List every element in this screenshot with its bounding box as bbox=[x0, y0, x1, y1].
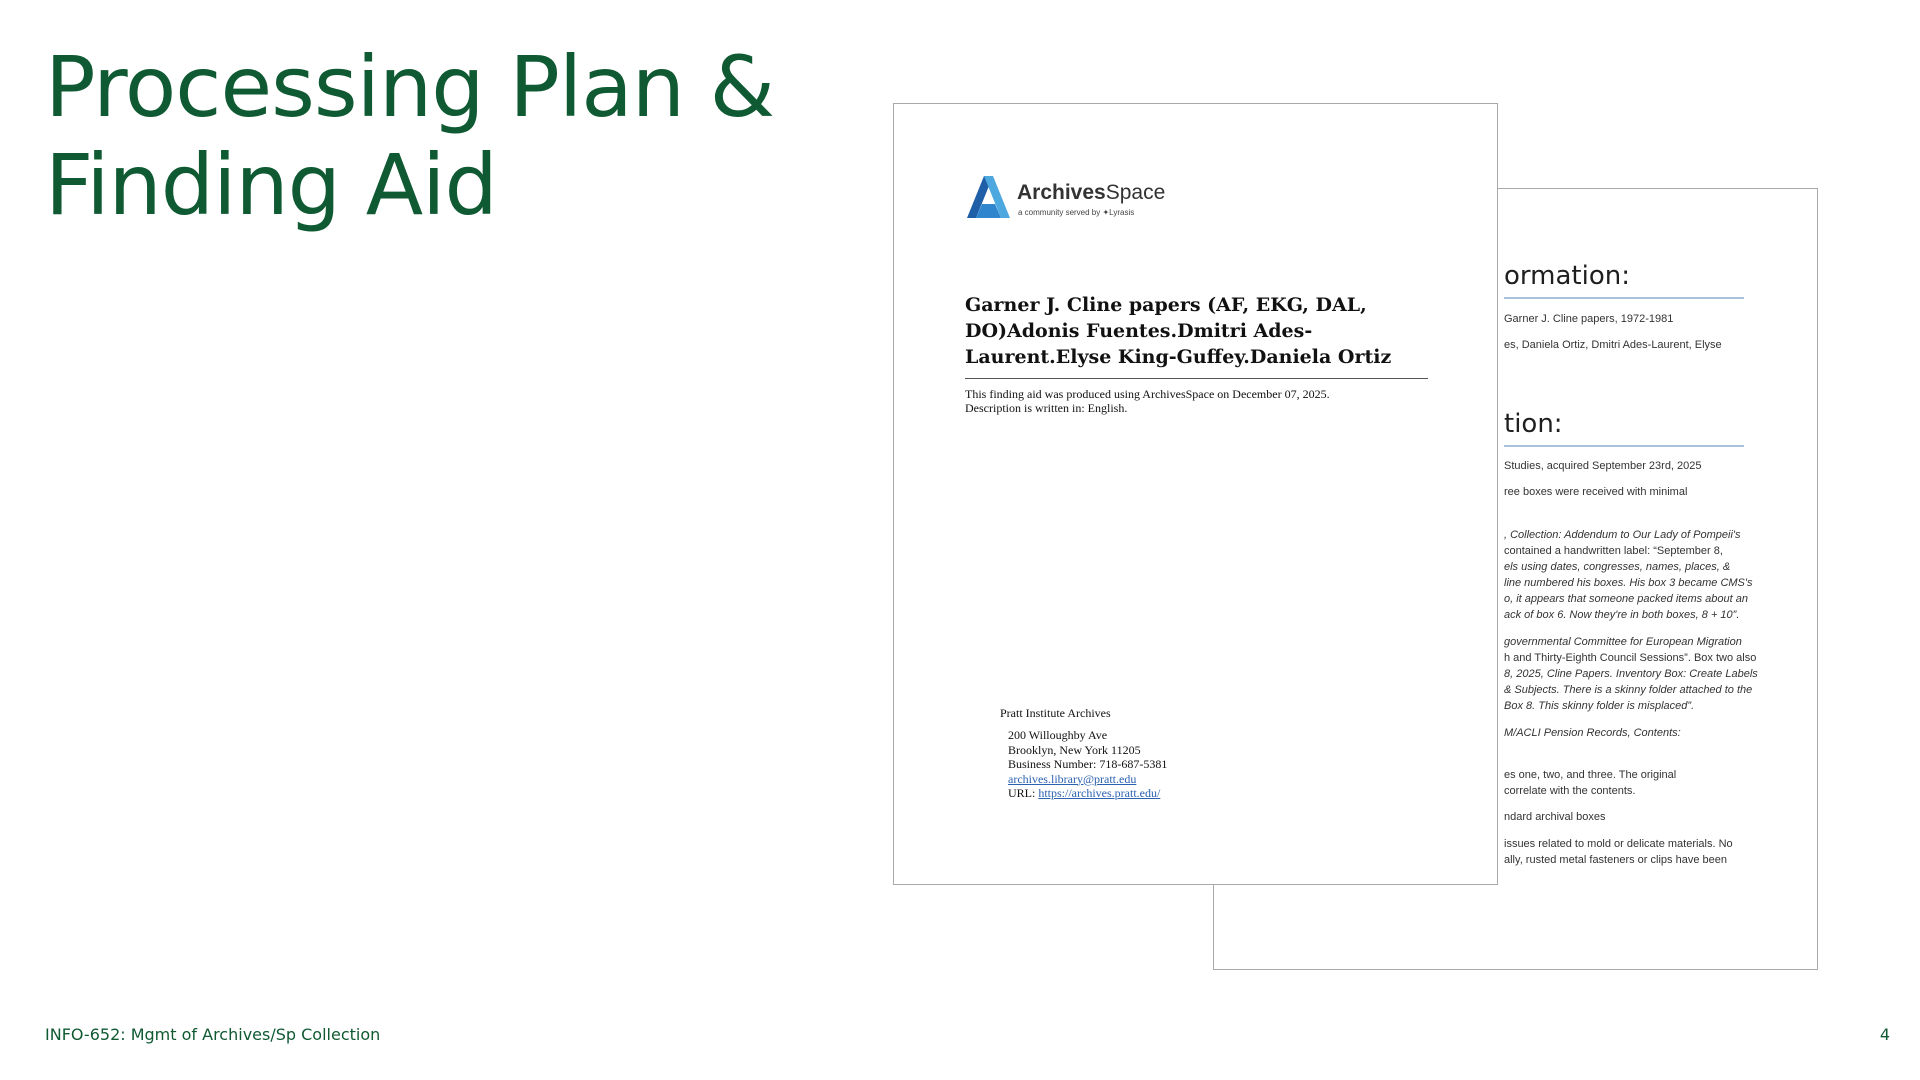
archivesspace-logo bbox=[965, 176, 1225, 226]
produced-note: This finding aid was produced using ArchivesSpace on December 07, 2025. Description is written in: English. bbox=[965, 387, 1330, 415]
logo-wordmark: ArchivesSpace bbox=[1017, 181, 1166, 204]
back-line: contained a handwritten label: “September 8, bbox=[1504, 545, 1723, 557]
back-line: es one, two, and three. The original bbox=[1504, 769, 1677, 781]
back-line: Studies, acquired September 23rd, 2025 bbox=[1504, 460, 1702, 472]
page-number: 4 bbox=[1879, 1025, 1890, 1044]
address-street: 200 Willoughby Ave bbox=[1008, 728, 1108, 742]
institution-name: Pratt Institute Archives bbox=[1000, 706, 1111, 720]
back-line: Box 8. This skinny folder is misplaced”. bbox=[1504, 700, 1695, 712]
url-link[interactable]: https://archives.pratt.edu/ bbox=[1038, 786, 1161, 800]
back-line: issues related to mold or delicate materials. No bbox=[1504, 838, 1733, 850]
back-line: ack of box 6. Now they're in both boxes, 8 + 10”. bbox=[1504, 609, 1740, 621]
back-line: els using dates, congresses, names, places, & bbox=[1504, 561, 1731, 573]
finding-aid-page-front bbox=[893, 103, 1498, 885]
back-line: ally, rusted metal fasteners or clips have been bbox=[1504, 854, 1727, 866]
back-line: o, it appears that someone packed items about an bbox=[1504, 593, 1748, 605]
back-heading-description: tion: bbox=[1504, 409, 1744, 447]
back-line: governmental Committee for European Migration bbox=[1504, 636, 1742, 648]
back-line: , Collection: Addendum to Our Lady of Pompeii's bbox=[1504, 529, 1741, 541]
institution-address bbox=[1008, 728, 1167, 801]
title-divider bbox=[965, 378, 1428, 379]
email-link[interactable]: archives.library@pratt.edu bbox=[1008, 771, 1137, 786]
back-line: line numbered his boxes. His box 3 became CMS's bbox=[1504, 577, 1753, 589]
back-line: M/ACLI Pension Records, Contents: bbox=[1504, 727, 1681, 739]
slide-title: Processing Plan & Finding Aid bbox=[45, 38, 775, 234]
back-line: correlate with the contents. bbox=[1504, 785, 1636, 797]
address-city: Brooklyn, New York 11205 bbox=[1008, 742, 1141, 757]
back-line: ree boxes were received with minimal bbox=[1504, 486, 1688, 498]
back-line: 8, 2025, Cline Papers. Inventory Box: Create Labels bbox=[1504, 668, 1758, 680]
back-line: Garner J. Cline papers, 1972-1981 bbox=[1504, 313, 1674, 325]
url-label: URL: bbox=[1008, 786, 1039, 800]
back-line: es, Daniela Ortiz, Dmitri Ades-Laurent, Elyse bbox=[1504, 339, 1722, 351]
finding-aid-title: Garner J. Cline papers (AF, EKG, DAL, DO)Adonis Fuentes.Dmitri Ades-Laurent.Elyse King-Guffey.Daniela Ortiz bbox=[965, 294, 1392, 368]
address-phone: Business Number: 718-687-5381 bbox=[1008, 757, 1168, 771]
back-line: h and Thirty-Eighth Council Sessions”. Box two also bbox=[1504, 652, 1757, 664]
back-line: & Subjects. There is a skinny folder attached to the bbox=[1504, 684, 1753, 696]
archivesspace-a-icon bbox=[965, 176, 1013, 218]
back-heading-information: ormation: bbox=[1504, 261, 1744, 299]
footer-course-label: INFO-652: Mgmt of Archives/Sp Collection bbox=[45, 1025, 381, 1044]
back-line: ndard archival boxes bbox=[1504, 811, 1606, 823]
logo-tagline: a community served by ✦Lyrasis bbox=[1018, 208, 1135, 217]
